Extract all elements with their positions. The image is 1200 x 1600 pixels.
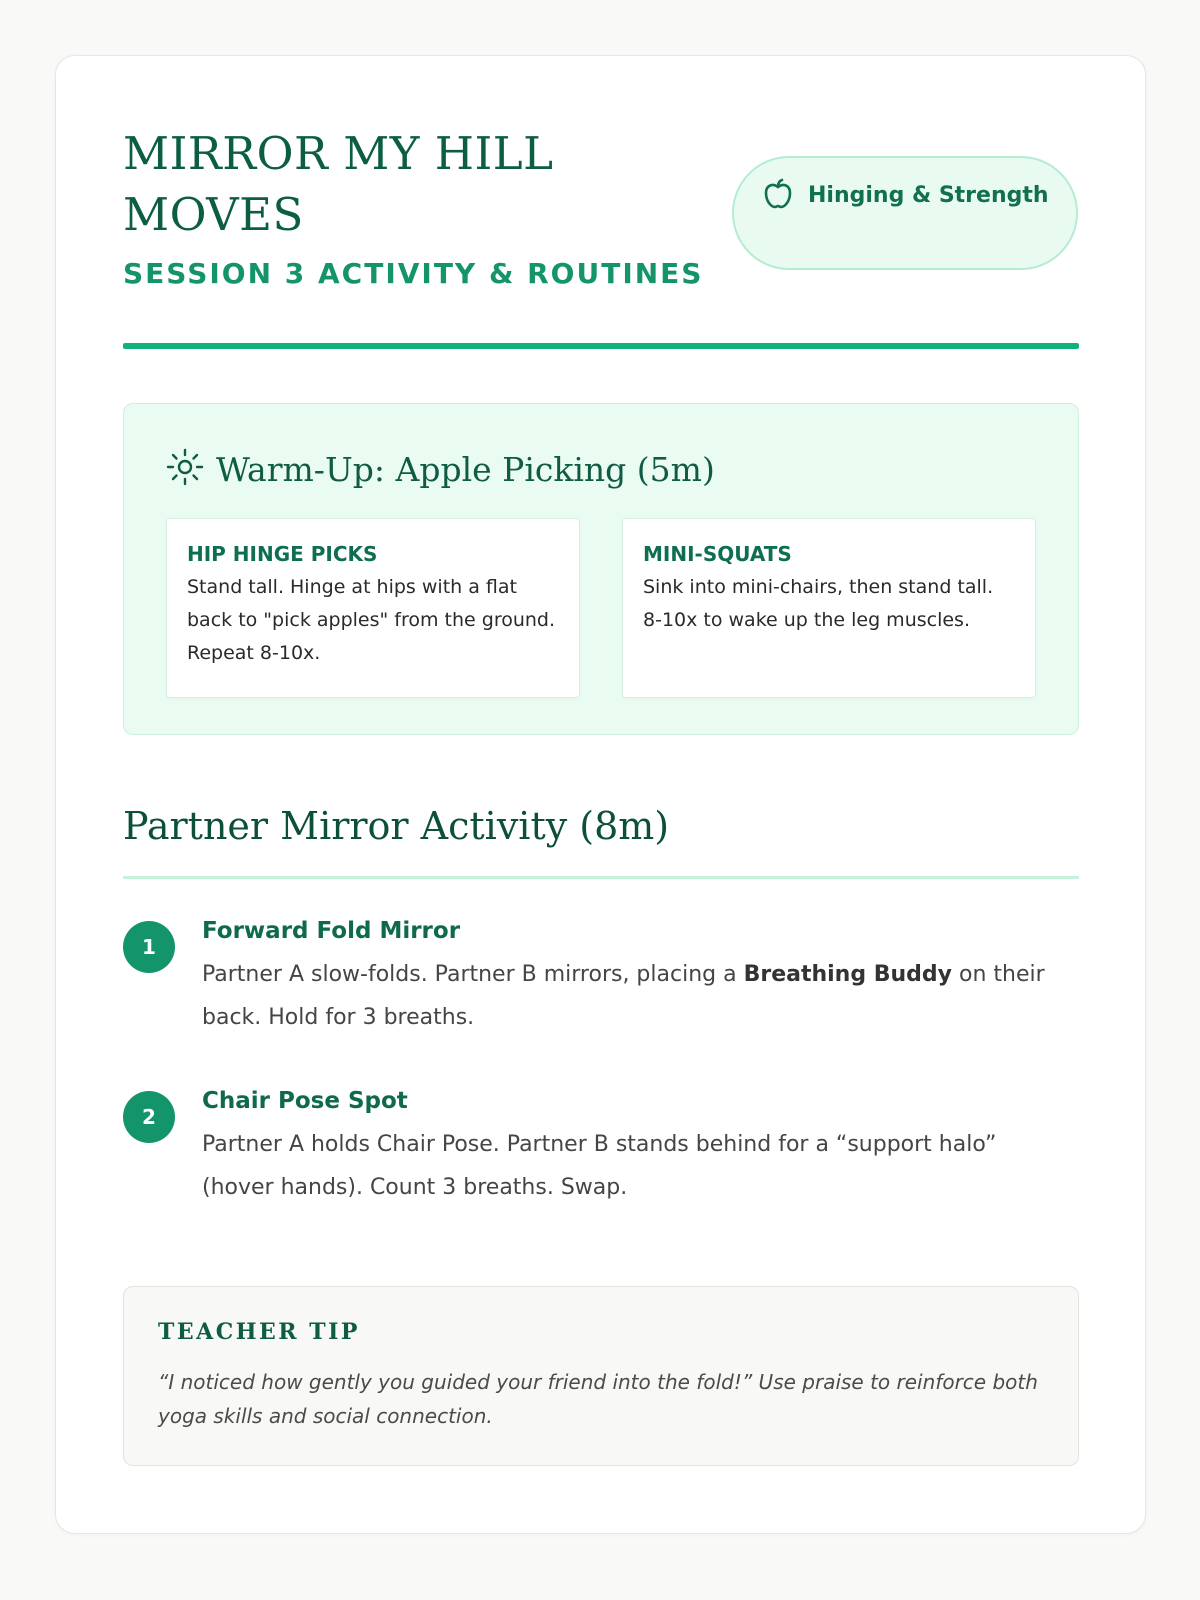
step-title: Forward Fold Mirror [202,918,461,944]
breathing-buddy-emphasis: Breathing Buddy [743,962,953,987]
teacher-tip-box [123,1286,1079,1466]
step-text-end: on their back. Hold for 3 breaths. [202,962,1045,1030]
header-divider [123,343,1079,349]
warmup-heading [166,448,715,489]
move-card-hip-hinge [166,518,580,698]
focus-badge [732,156,1078,270]
activity-divider [123,876,1079,879]
move-title: MINI-SQUATS [643,542,792,566]
teacher-tip-label: TEACHER TIP [158,1319,360,1345]
lesson-card [55,55,1146,1534]
step-number-badge: 1 [123,921,175,973]
step-text-start: Partner A slow-folds. Partner B mirrors, placing a [202,962,744,987]
move-card-mini-squats [622,518,1036,698]
focus-badge-label: Hinging & Strength [808,183,1049,208]
step-description [202,953,1074,1039]
activity-heading: Partner Mirror Activity (8m) [123,804,670,848]
sun-icon [166,448,204,486]
warmup-panel [123,403,1079,735]
page-subtitle: SESSION 3 ACTIVITY & ROUTINES [123,257,704,290]
move-title: HIP HINGE PICKS [187,542,378,566]
warmup-heading-text: Warm-Up: Apple Picking (5m) [216,450,715,489]
page-title: MIRROR MY HILL MOVES [123,127,554,241]
move-description: Stand tall. Hinge at hips with a flat back to "pick apples" from the ground. Repeat 8-10x. [187,576,556,664]
step-description: Partner A holds Chair Pose. Partner B stands behind for a “support halo” (hover hands). Count 3 breaths. Swap. [202,1132,997,1200]
move-description: Sink into mini-chairs, then stand tall. 8-10x to wake up the leg muscles. [643,576,994,631]
step-title: Chair Pose Spot [202,1088,408,1114]
teacher-tip-text: “I noticed how gently you guided your friend into the fold!” Use praise to reinforce both yoga skills and social connection. [158,1370,1038,1428]
apple-icon [760,178,796,210]
step-number-badge: 2 [123,1091,175,1143]
